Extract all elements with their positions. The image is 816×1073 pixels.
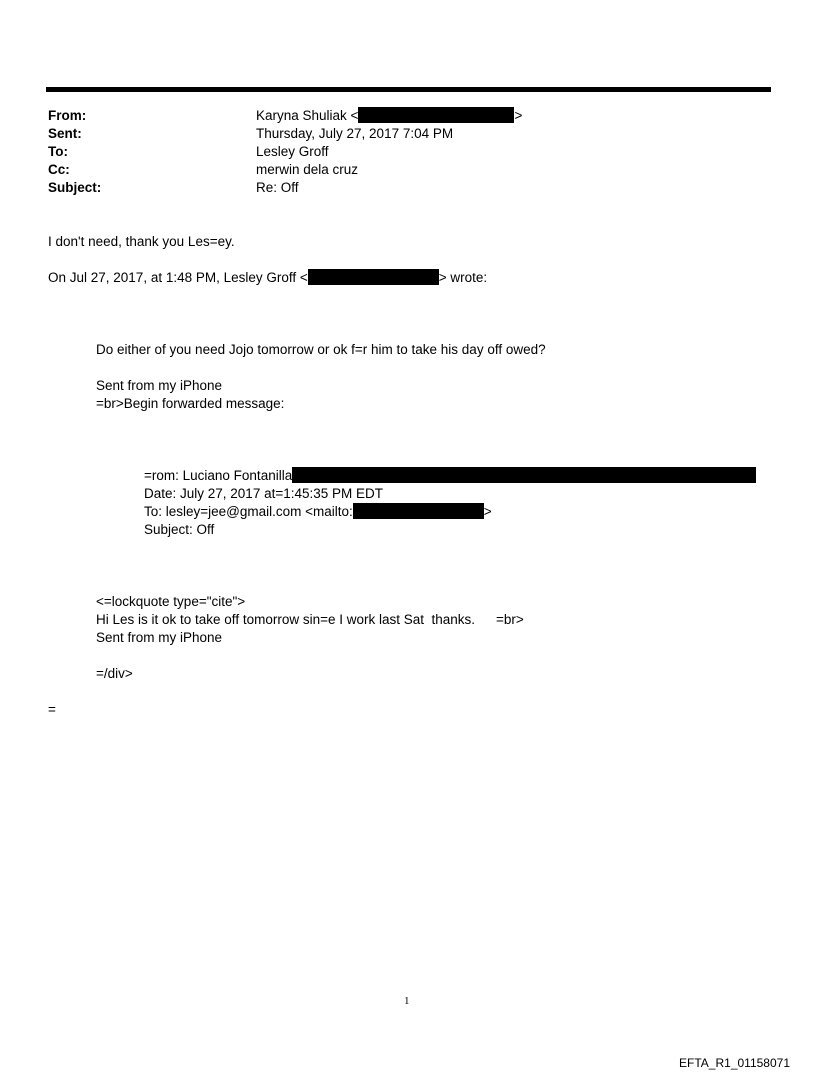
redaction-bar xyxy=(353,503,484,519)
trailing-equals: = xyxy=(48,702,56,717)
sent-from-iphone: Sent from my iPhone xyxy=(96,378,223,393)
from-name: Karyna Shuliak < xyxy=(256,108,359,123)
redaction-bar xyxy=(358,107,514,123)
fwd-to-prefix: To: lesley=jee@gmail.com <mailto: xyxy=(144,504,353,519)
div-close-tag: =/div> xyxy=(96,666,133,681)
quote-intro-prefix: On Jul 27, 2017, at 1:48 PM, Lesley Groff < xyxy=(48,270,308,285)
from-label: From: xyxy=(48,108,87,123)
fwd-to-suffix: > xyxy=(483,504,492,519)
page-number: 1 xyxy=(404,995,410,1007)
cc-value: merwin dela cruz xyxy=(256,162,359,177)
fwd-from xyxy=(144,467,756,485)
br-tag: =br> xyxy=(496,612,524,627)
to-label: To: xyxy=(48,144,68,159)
from-value xyxy=(256,107,522,125)
quote-intro xyxy=(48,269,487,287)
blockquote-tag: <=lockquote type="cite"> xyxy=(96,594,246,609)
fwd-to xyxy=(144,503,492,521)
sent-label: Sent: xyxy=(48,126,82,141)
quote-intro-suffix: > wrote: xyxy=(438,270,488,285)
fwd-from-text: =rom: Luciano Fontanilla xyxy=(144,468,293,483)
question-text: Do either of you need Jojo tomorrow or ok f=r him to take his day off owed? xyxy=(96,342,546,357)
sent-from-iphone-2: Sent from my iPhone xyxy=(96,630,223,645)
fwd-date: Date: July 27, 2017 at=1:45:35 PM EDT xyxy=(144,486,384,501)
cc-label: Cc: xyxy=(48,162,70,177)
sent-value: Thursday, July 27, 2017 7:04 PM xyxy=(256,126,454,141)
to-value: Lesley Groff xyxy=(256,144,329,159)
redaction-bar xyxy=(292,467,756,483)
document-id: EFTA_R1_01158071 xyxy=(679,1056,790,1070)
hi-les-text: Hi Les is it ok to take off tomorrow sin=e I work last Sat thanks. xyxy=(96,612,476,627)
from-close: > xyxy=(514,108,523,123)
subject-label: Subject: xyxy=(48,180,102,195)
begin-forwarded: =br>Begin forwarded message: xyxy=(96,396,285,411)
redaction-bar xyxy=(308,269,439,285)
reply-text: I don't need, thank you Les=ey. xyxy=(48,234,235,249)
header-rule xyxy=(46,87,771,92)
fwd-subject: Subject: Off xyxy=(144,522,215,537)
subject-value: Re: Off xyxy=(256,180,299,195)
